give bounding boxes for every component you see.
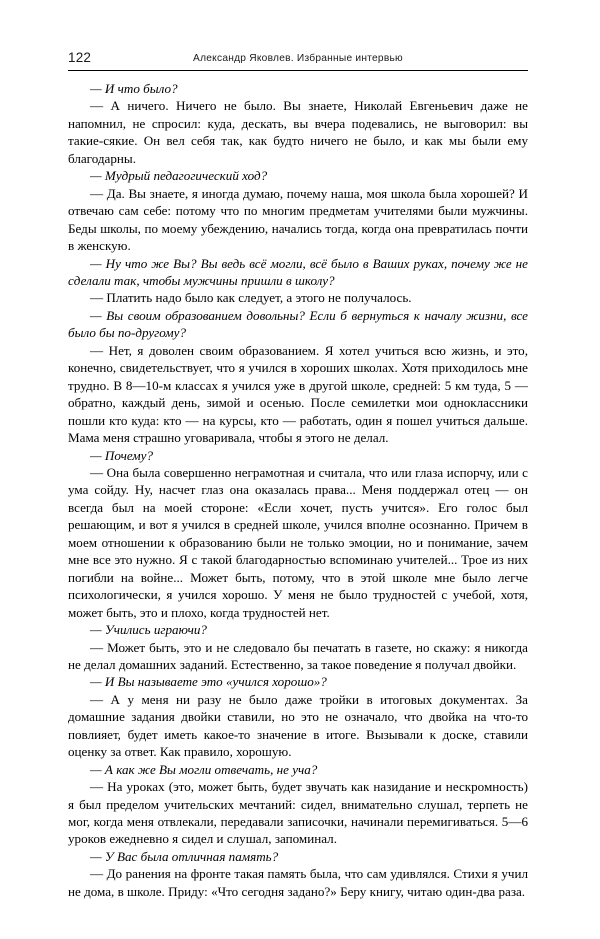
running-head <box>68 50 528 68</box>
page-number: 122 <box>68 50 92 65</box>
interview-question: — Вы своим образованием довольны? Если б вернуться к началу жизни, все было бы по-другому? <box>68 307 528 341</box>
interview-answer: — Да. Вы знаете, я иногда думаю, почему наша, моя школа была хорошей? И отвечаю сам себе: потому что по многим предметам учителями были мужчины. Беды школы, по моему убеждению, начались тогда, когда она превратилась почти в женскую. <box>68 185 528 254</box>
interview-answer: — А у меня ни разу не было даже тройки в итоговых документах. За домашние задания двойки ставили, но это не означало, что двойка на что-то повлияет, будет иметь какое-то значение в итоге. Вызывали к доске, ставили оценку за ответ. Как правило, хорошую. <box>68 691 528 760</box>
interview-question: — У Вас была отличная память? <box>90 848 279 864</box>
interview-answer: — На уроках (это, может быть, будет звучать как назидание и нескромность) я был пределом учительских мечтаний: сидел, внимательно слушал, терпеть не мог, когда меня отвлекали, передавали записочки, начинали перемигиваться. 5—6 уроков ежедневно я сидел и слушал, запоминал. <box>68 779 528 847</box>
interview-question: — И Вы называете это «учился хорошо»? <box>90 674 327 690</box>
interview-answer: — А ничего. Ничего не было. Вы знаете, Николай Евгеньевич даже не напомнил, не спросил: куда, дескать, вы вчера подевались, не выговорил: вы такие-сякие. Он вел себя так, как будто ничего не было, и как мы были ему благодарны. <box>68 98 528 166</box>
header-rule <box>68 70 528 71</box>
interview-answer: — Платить надо было как следует, а этого не получалось. <box>90 290 412 306</box>
interview-answer: — Может быть, это и не следовало бы печатать в газете, но скажу: я никогда не делал домашних заданий. Естественно, за такое поведение я получал двойки. <box>68 639 528 672</box>
interview-question: — А как же Вы могли отвечать, не уча? <box>90 761 318 777</box>
running-title: Александр Яковлев. Избранные интервью <box>193 52 403 64</box>
interview-question: — Мудрый педагогический ход? <box>90 168 268 184</box>
interview-answer: — До ранения на фронте такая память была, что сам удивлялся. Стихи я учил не дома, в школе. Приду: «Что сегодня задано?» Беру книгу, читаю один-два раза. <box>68 866 528 899</box>
interview-answer: — Нет, я доволен своим образованием. Я хотел учиться всю жизнь, и это, конечно, свидетельствует, что я учился в хороших школах. Хотя приходилось мне трудно. В 8—10-м классах я учился уже в другой школе, средней: 5 км туда, 5 — обратно, каждый день, зимой и осенью. После семилетки мои одноклассники пошли кто куда: кто — на курсы, кто — работать, один я пошел учиться дальше. Мама меня страшно уговаривала, чтобы я этого не делал. <box>68 342 528 446</box>
interview-question: — Почему? <box>90 447 154 463</box>
interview-question: — И что было? <box>90 81 178 96</box>
body-text <box>68 80 528 900</box>
interview-answer: — Она была совершенно неграмотная и считала, что или глаза испорчу, или с ума сойду. Ну, насчет глаз она оказалась права... Меня поддержал отец — он всегда был на моей стороне: «Если хочет, пусть учится». Его голос был решающим, и вот я учился в средней школе, учился вполне осознанно. Причем в моем отношении к образованию были не только эмоции, но и понимание, зачем мне все это нужно. Я с такой благодарностью вспоминаю учителей... Трое из них погибли на войне... Может быть, потому, что в этой школе мне было легче психологически, я учился хорошо. У меня не было трудностей с учебой, хотя, может быть, это и плохо, когда трудностей нет. <box>68 464 528 620</box>
interview-question: — Учились играючи? <box>90 622 207 638</box>
interview-question: — Ну что же Вы? Вы ведь всё могли, всё было в Ваших руках, почему же не сделали так, чтобы мужчины пришли в школу? <box>68 255 528 288</box>
